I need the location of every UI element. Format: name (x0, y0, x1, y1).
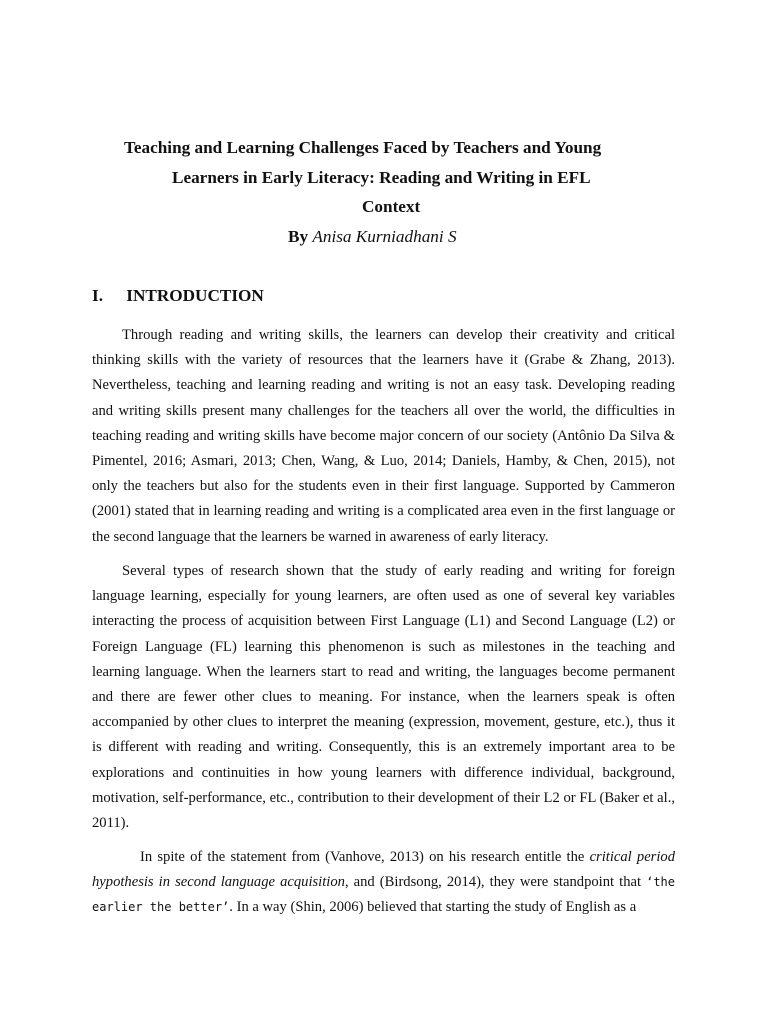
paragraph-3-text-a: In spite of the statement from (Vanhove, 2013) on his research entitle the (140, 849, 590, 865)
section-heading (92, 286, 264, 306)
paper-title-line-3: Context (362, 197, 421, 216)
author-byline (288, 227, 457, 247)
paragraph-3-italic-term: critical period hypothesis in second language acquisition (92, 849, 675, 891)
paper-title-line-1: Teaching and Learning Challenges Faced by Teachers and Young (124, 138, 602, 157)
paper-title-line-2: Learners in Early Literacy: Reading and Writing in EFL (172, 168, 591, 187)
paragraph-3-text-c: . In a way (Shin, 2006) believed that starting the study of English as a (229, 899, 637, 916)
paragraph-3 (92, 845, 675, 917)
byline-prefix: By (288, 227, 309, 246)
paragraph-3-quote: ‘the earlier the better’ (92, 875, 675, 915)
section-title: INTRODUCTION (126, 286, 264, 305)
paragraph-1: Through reading and writing skills, the learners can develop their creativity and critical thinking skills with the variety of resources that the learners have it (Grabe & Zhang, 2013). Nevertheless, teaching and learning reading and writing is not an easy task. Developing reading and writing skills present many challenges for the teachers all over the world, the difficulties in teaching reading and writing skills have become major concern of our society (Antônio Da Silva & Pimentel, 2016; Asmari, 2013; Chen, Wang, & Luo, 2014; Daniels, Hamby, & Chen, 2015), not only the teachers but also for the students even in their first language. Supported by Cammeron (2001) stated that in learning reading and writing is a complicated area even in the first language or the second language that the learners be warned in awareness of early literacy. (92, 327, 675, 545)
paragraph-2: Several types of research shown that the study of early reading and writing for foreign language learning, especially for young learners, are often used as one of several key variables interacting the process of acquisition between First Language (L1) and Second Language (L2) or Foreign Language (FL) learning this phenomenon is such as milestones in the teaching and learning language. When the learners start to read and writing, the languages become permanent and there are fewer other clues to meaning. For instance, when the learners speak is often accompanied by other clues to interpret the meaning (expression, movement, gesture, etc.), thus it is different with reading and writing. Consequently, this is an extremely important area to be explorations and continuities in how young learners with difference individual, background, motivation, self-performance, etc., contribution to their development of their L2 or FL (Baker et al., 2011). (92, 563, 675, 832)
section-number: I. (92, 286, 103, 305)
paragraph-3-text-b: , and (Birdsong, 2014), they were standpoint that (344, 874, 647, 891)
author-name: Anisa Kurniadhani S (312, 227, 457, 246)
